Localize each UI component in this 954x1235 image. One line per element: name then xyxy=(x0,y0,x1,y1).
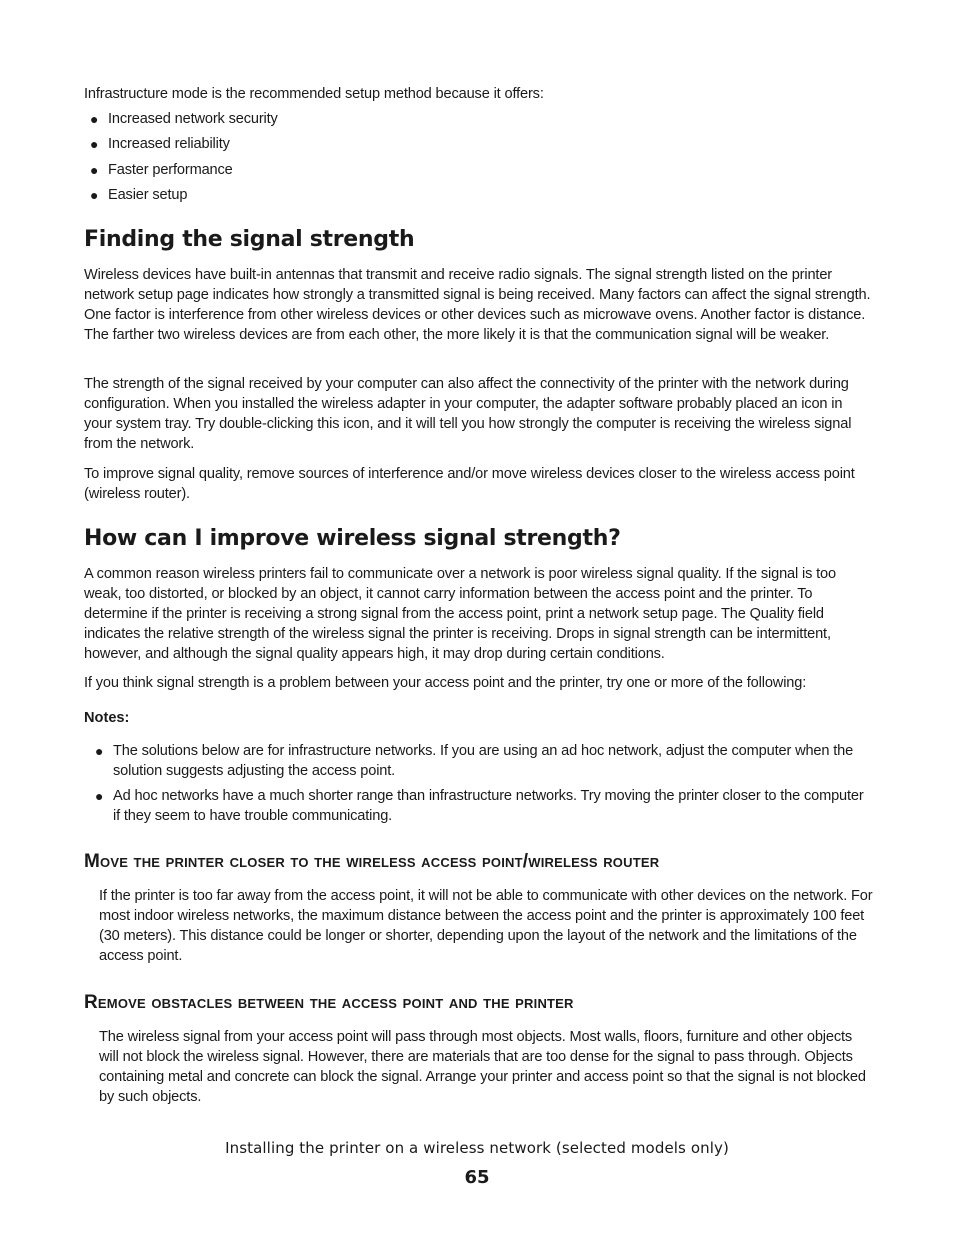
paragraph: The strength of the signal received by your computer can also affect the connectivity of the printer with the network during configuration. When you installed the wireless adapter in your computer, the adapter software probably placed an icon in your system tray. Try double-clicking this icon, and it will tell you how strongly the computer is receiving the wireless signal from the network. xyxy=(84,376,852,452)
section-heading-improve-signal: How can I improve wireless signal strength? xyxy=(84,526,621,551)
intro-bullet-list xyxy=(84,109,278,210)
paragraph: If you think signal strength is a problem between your access point and the printer, try one or more of the following: xyxy=(84,675,807,691)
bullet-icon: ● xyxy=(90,161,99,178)
list-item: ● Easier setup xyxy=(90,186,188,203)
list-item: ● Increased reliability xyxy=(90,136,230,153)
bullet-icon: ● xyxy=(95,743,104,759)
notes-list xyxy=(84,741,874,831)
list-item: ● The solutions below are for infrastructure networks. If you are using an ad hoc network, adjust the computer when the solution suggests adjusting the access point. xyxy=(95,743,854,779)
footer-title: Installing the printer on a wireless network (selected models only) xyxy=(225,1139,729,1157)
bullet-icon: ● xyxy=(90,186,99,203)
section-heading-signal-strength: Finding the signal strength xyxy=(84,227,415,252)
bullet-icon: ● xyxy=(90,136,99,153)
page-number: 65 xyxy=(464,1167,490,1188)
paragraph: A common reason wireless printers fail to communicate over a network is poor wireless signal quality. If the signal is too weak, too distorted, or blocked by an object, it cannot carry information between the access point and the printer. To determine if the printer is receiving a strong signal from the access point, print a network setup page. The Quality field indicates the relative strength of the wireless signal the printer is receiving. Drops in signal strength can be intermittent, however, and although the signal quality appears high, it may drop during certain conditions. xyxy=(84,566,836,662)
paragraph: If the printer is too far away from the access point, it will not be able to communicate with other devices on the network. For most indoor wireless networks, the maximum distance between the access point and the printer is approximately 100 feet (30 meters). This distance could be longer or shorter, depending upon the layout of the network and the limitations of the access point. xyxy=(99,888,873,964)
paragraph: Wireless devices have built-in antennas that transmit and receive radio signals. The signal strength listed on the printer network setup page indicates how strongly a transmitted signal is being received. Many factors can affect the signal strength. One factor is interference from other wireless devices or other devices such as microwave ovens. Another factor is distance. The farther two wireless devices are from each other, the more likely it is that the communication signal will be weaker. xyxy=(84,267,871,343)
notes-label: Notes: xyxy=(84,710,130,726)
paragraph: The wireless signal from your access point will pass through most objects. Most walls, floors, furniture and other objects will not block the wireless signal. However, there are materials that are too dense for the signal to pass through. Objects containing metal and concrete can block the signal. Arrange your printer and access point so that the signal is not blocked by such objects. xyxy=(99,1029,866,1105)
list-item: ● Faster performance xyxy=(90,161,233,178)
list-item: ● Increased network security xyxy=(90,111,278,127)
list-item: ● Ad hoc networks have a much shorter range than infrastructure networks. Try moving the printer closer to the computer if they seem to have trouble communicating. xyxy=(95,788,864,824)
bullet-icon: ● xyxy=(95,788,104,804)
paragraph: To improve signal quality, remove sources of interference and/or move wireless devices closer to the wireless access point (wireless router). xyxy=(84,466,855,502)
bullet-icon: ● xyxy=(90,111,99,127)
intro-text: Infrastructure mode is the recommended setup method because it offers: xyxy=(84,86,544,102)
subheading-remove-obstacles: Remove obstacles between the access point and the printer xyxy=(84,992,574,1013)
subheading-move-printer: Move the printer closer to the wireless access point/wireless router xyxy=(84,851,660,872)
